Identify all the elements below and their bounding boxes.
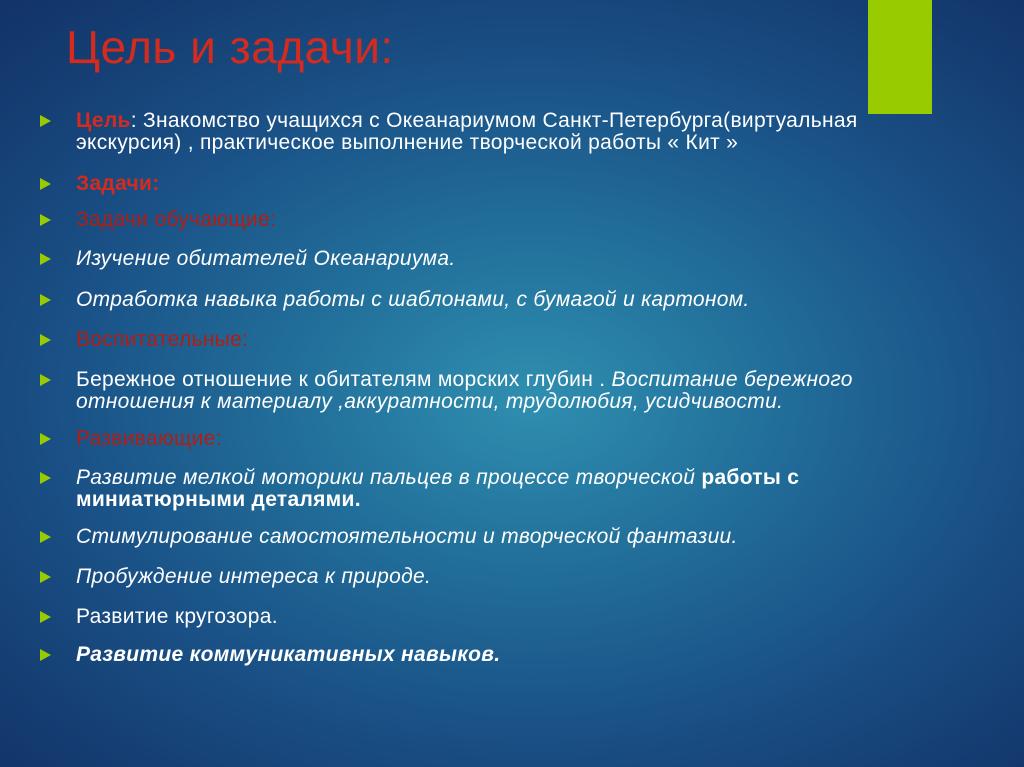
fine-motor-text: Развитие мелкой моторики пальцев в процессе творческой — [76, 466, 702, 489]
outlook-text: Развитие кругозора. — [76, 605, 278, 628]
bullet-careful-attitude — [37, 369, 937, 413]
tasks-label: Задачи: — [76, 172, 160, 195]
practice-skills-text: Отработка навыка работы с шаблонами, с бумагой и картоном. — [76, 288, 750, 311]
communication-text: Развитие коммуникативных навыков. — [76, 643, 501, 666]
bullet-arrow-icon — [40, 115, 51, 127]
bullet-arrow-icon — [40, 214, 51, 226]
bullet-arrow-icon — [40, 531, 51, 543]
bullet-arrow-icon — [40, 374, 51, 386]
bullet-arrow-icon — [40, 611, 51, 623]
educational-label: Воспитательные: — [76, 328, 249, 351]
bullet-list — [37, 110, 937, 666]
bullet-developmental — [37, 428, 937, 450]
tasks-teaching-label: Задачи обучающие: — [76, 208, 277, 231]
goal-text: : Знакомство учащихся с Океанариумом Санкт-Петербурга(виртуальная экскурсия) , практическое выполнение творческой работы « Кит » — [76, 109, 858, 154]
bullet-study-inhabitants — [37, 248, 937, 270]
goal-label: Цель — [76, 109, 131, 132]
slide-title: Цель и задачи: — [66, 21, 394, 73]
bullet-educational — [37, 329, 937, 351]
bullet-arrow-icon — [40, 178, 51, 190]
bullet-arrow-icon — [40, 571, 51, 583]
careful-attitude-italic-text: Воспитание бережного отношения к материалу ,аккуратности, трудолюбия, усидчивости. — [76, 368, 853, 413]
bullet-practice-skills — [37, 289, 937, 311]
study-inhabitants-text: Изучение обитателей Океанариума. — [76, 247, 456, 270]
bullet-stimulation — [37, 526, 937, 548]
bullet-arrow-icon — [40, 253, 51, 265]
bullet-arrow-icon — [40, 294, 51, 306]
bullet-tasks-teaching — [37, 209, 937, 231]
fine-motor-bold-text: работы с миниатюрными деталями. — [76, 466, 800, 511]
bullet-arrow-icon — [40, 472, 51, 484]
bullet-arrow-icon — [40, 649, 51, 661]
bullet-fine-motor — [37, 467, 937, 511]
careful-attitude-text: Бережное отношение к обитателям морских глубин . — [76, 368, 612, 391]
stimulation-text: Стимулирование самостоятельности и творческой фантазии. — [76, 525, 738, 548]
bullet-tasks — [37, 173, 937, 195]
bullet-arrow-icon — [40, 334, 51, 346]
bullet-communication — [37, 644, 937, 666]
developmental-label: Развивающие: — [76, 427, 222, 450]
bullet-outlook — [37, 606, 937, 628]
accent-bar — [868, 0, 932, 114]
bullet-goal — [37, 110, 937, 154]
bullet-arrow-icon — [40, 433, 51, 445]
interest-nature-text: Пробуждение интереса к природе. — [76, 565, 432, 588]
bullet-interest-nature — [37, 566, 937, 588]
